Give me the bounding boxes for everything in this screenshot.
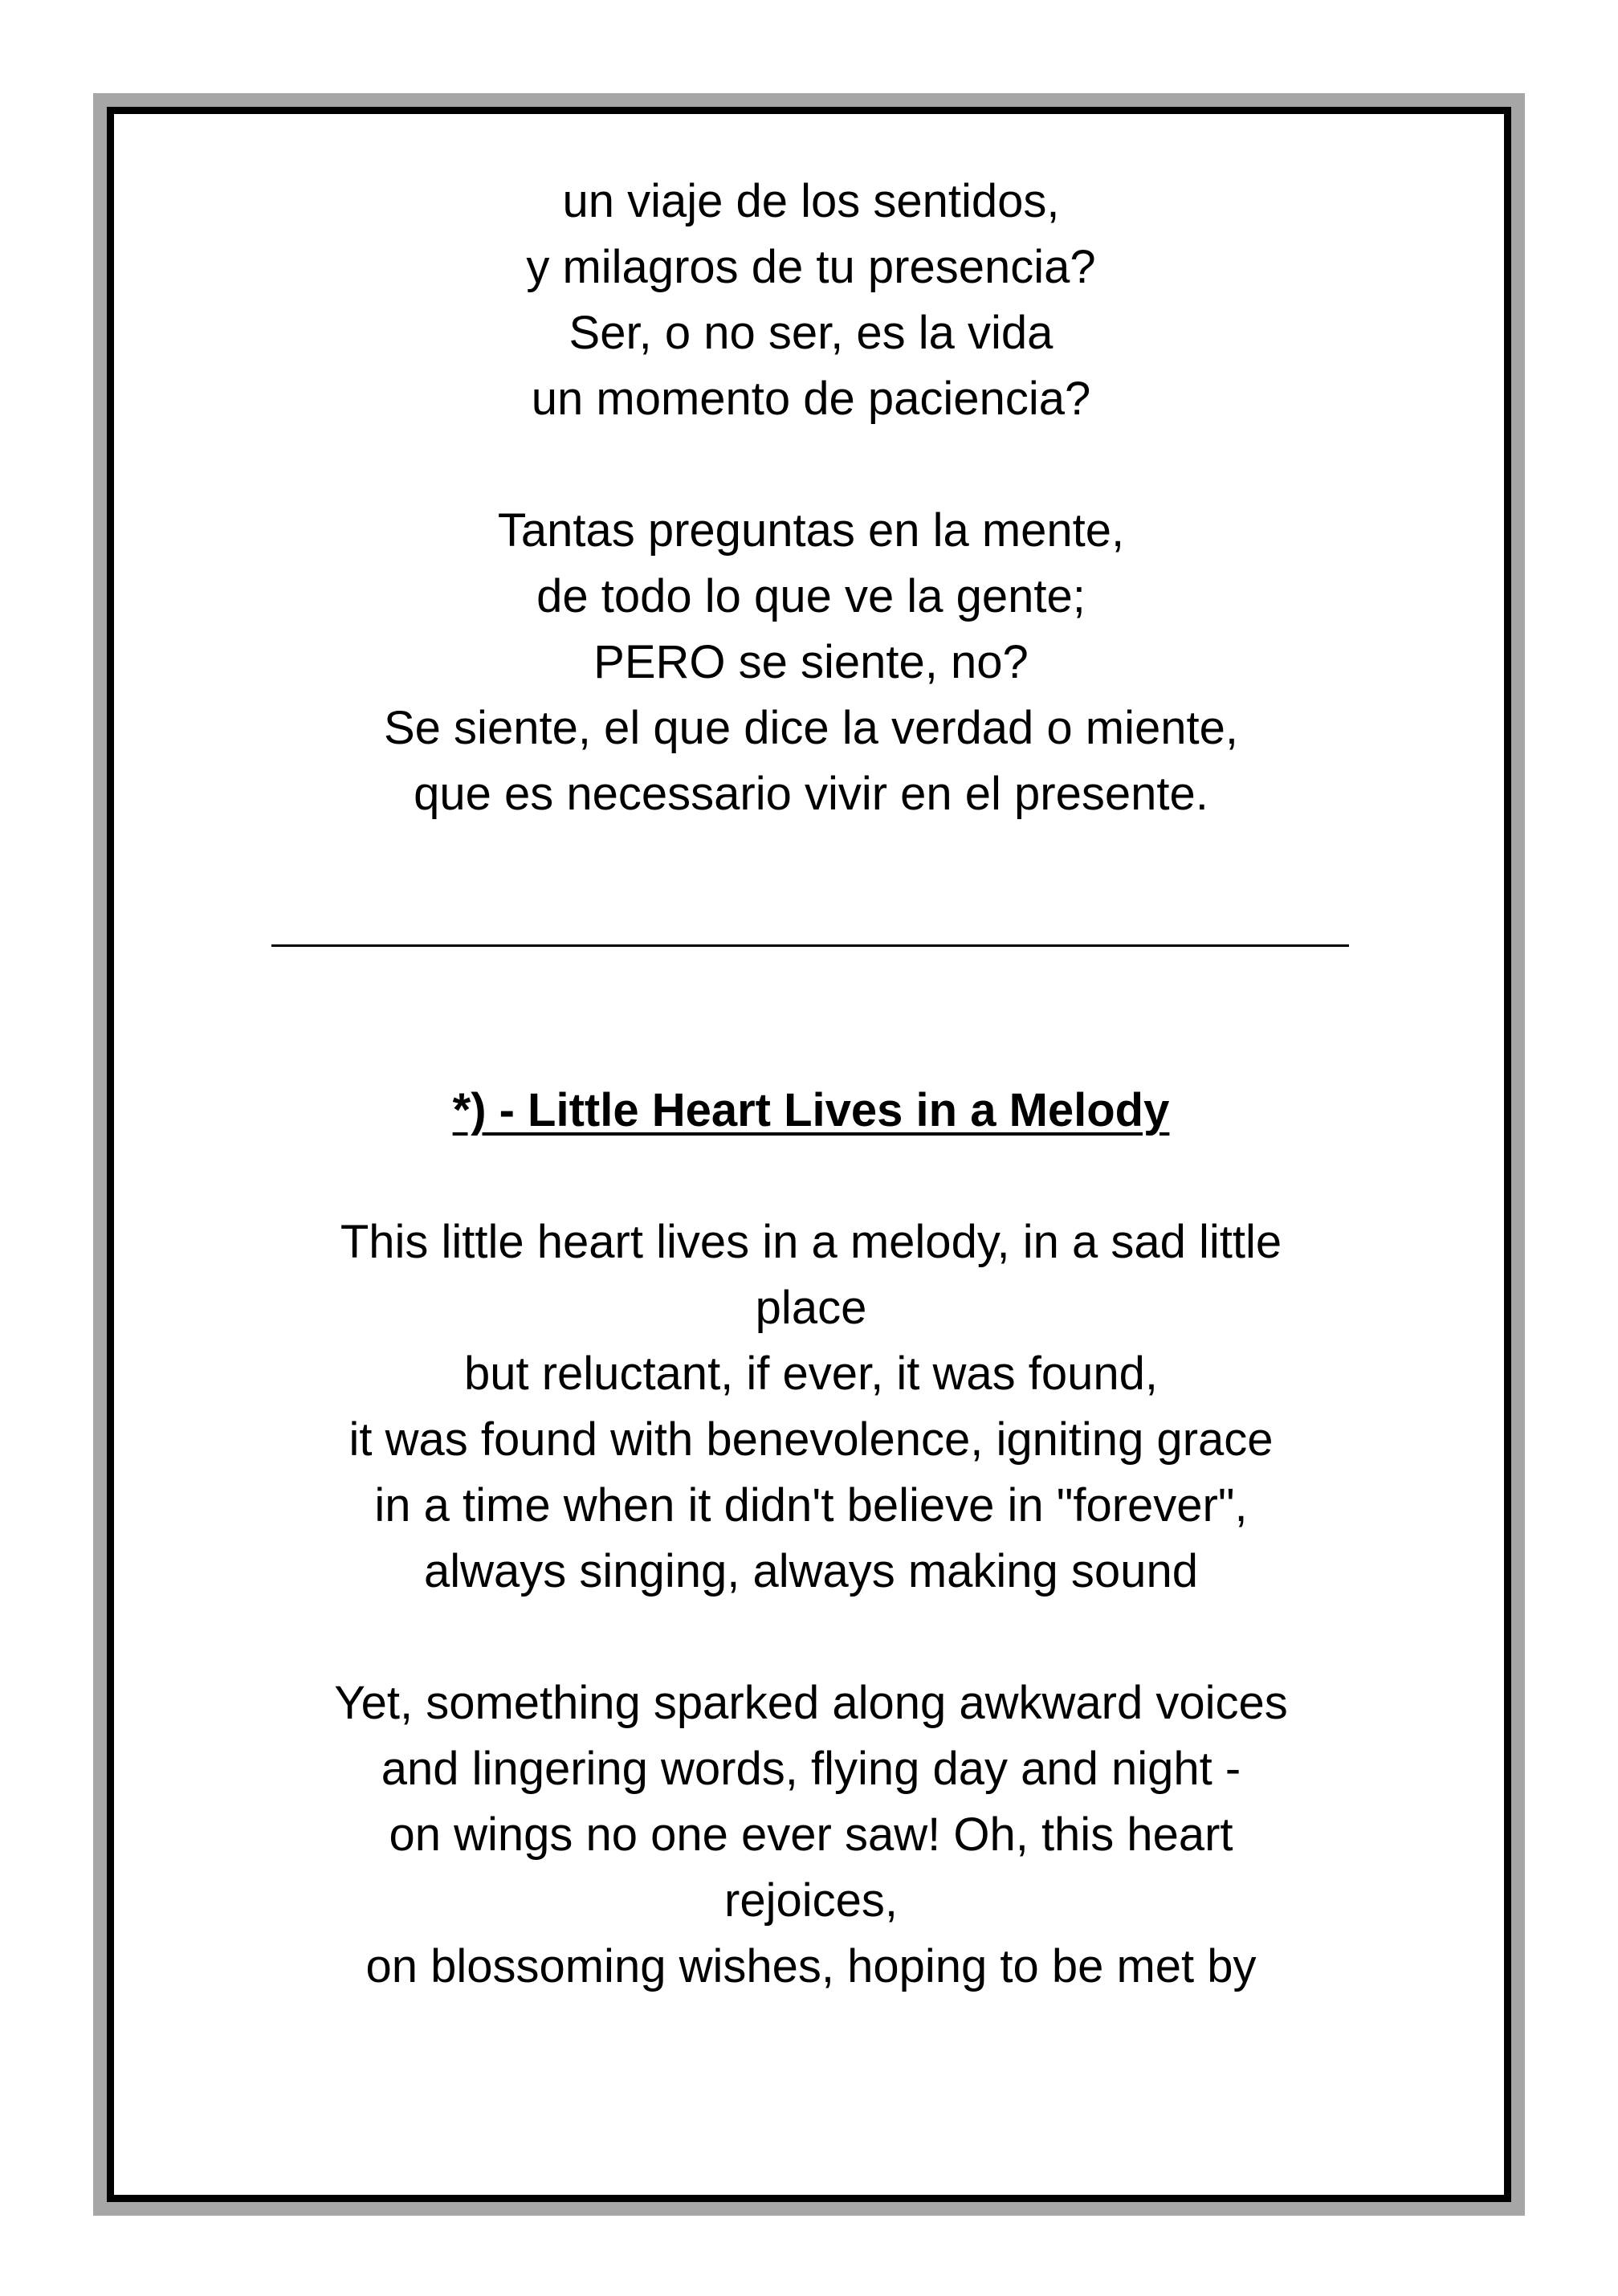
stanza: [257, 498, 1365, 827]
section-divider: [271, 944, 1349, 947]
poem-line: place: [755, 1282, 867, 1334]
poem-line: Yet, something sparked along awkward voices: [334, 1677, 1288, 1729]
poem-line: rejoices,: [724, 1874, 898, 1927]
stanza: [273, 1670, 1349, 2000]
stanza: [273, 1209, 1349, 1605]
stanza: [257, 169, 1365, 432]
poem-line: but reluctant, if ever, it was found,: [463, 1348, 1159, 1400]
poem-line: de todo lo que ve la gente;: [536, 570, 1086, 622]
previous-poem: [257, 169, 1365, 827]
poem-line: un viaje de los sentidos,: [562, 175, 1060, 227]
poem-line: que es necessario vivir en el presente.: [414, 768, 1208, 820]
poem-line: y milagros de tu presencia?: [526, 241, 1096, 293]
poem-line: PERO se siente, no?: [593, 636, 1029, 688]
poem-line: un momento de paciencia?: [531, 373, 1091, 425]
poem-line: Se siente, el que dice la verdad o miente,: [384, 702, 1238, 754]
poem-title: *) - Little Heart Lives in a Melody: [452, 1084, 1170, 1136]
poem-line: Tantas preguntas en la mente,: [497, 504, 1125, 557]
poem-line: in a time when it didn't believe in "forever",: [374, 1479, 1248, 1531]
poem-line: and lingering words, flying day and night -: [381, 1743, 1241, 1795]
poem-line: it was found with benevolence, igniting grace: [348, 1413, 1274, 1466]
poem: [273, 1078, 1349, 2000]
poem-line: on wings no one ever saw! Oh, this heart: [389, 1809, 1233, 1861]
poem-line: always singing, always making sound: [424, 1545, 1198, 1597]
poem-line: on blossoming wishes, hoping to be met by: [365, 1940, 1257, 1992]
poem-line: Ser, o no ser, es la vida: [569, 307, 1054, 359]
poem-line: This little heart lives in a melody, in a sad little: [340, 1216, 1282, 1268]
